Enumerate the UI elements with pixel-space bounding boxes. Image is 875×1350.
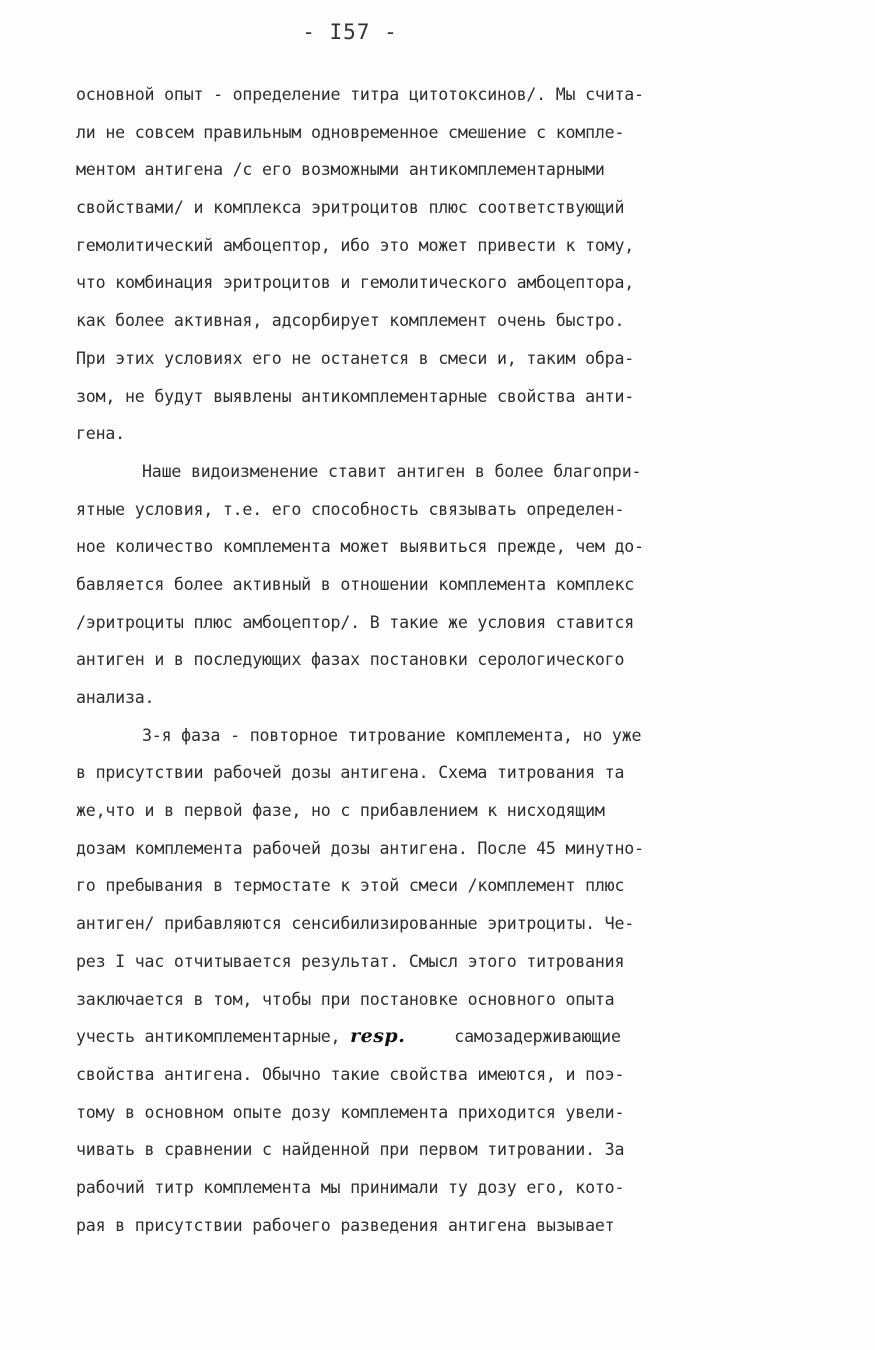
text-line: ли не совсем правильным одновременное смешение с компле- [76,122,625,142]
text-line: же,что и в первой фазе, но с прибавлением к нисходящим [76,801,605,821]
page-number: - I57 - [302,20,398,44]
text-line: тому в основном опыте дозу комплемента приходится увели- [76,1102,625,1122]
text-line-with-handwriting [76,1018,836,1056]
text-line: 3-я фаза - повторное титрование комплемента, но уже [142,725,642,745]
text-line: в присутствии рабочей дозы антигена. Схема титрования та [76,763,625,783]
text-line: анализа. [76,688,155,707]
body-text [76,76,836,1244]
text-line: дозам комплемента рабочей дозы антигена. После 45 минутно- [76,838,644,858]
text-line: ное количество комплемента может выявиться прежде, чем до- [76,537,644,557]
text-line: ятные условия, т.е. его способность связывать определен- [76,499,625,519]
handwritten-insert: resp. [350,1025,406,1048]
text-line: антиген/ прибавляются сенсибилизированные эритроциты. Че- [76,914,635,934]
text-line: антиген и в последующих фазах постановки серологического [76,650,625,670]
text-line: чивать в сравнении с найденной при первом титровании. За [76,1140,625,1160]
text-line: рез I час отчитывается результат. Смысл этого титрования [76,951,625,971]
text-line: Наше видоизменение ставит антиген в более благопри- [142,461,642,481]
text-line: го пребывания в термостате к этой смеси /комплемент плюс [76,876,625,896]
text-line: рабочий титр комплемента мы принимали ту дозу его, кото- [76,1177,625,1197]
text-line: /эритроциты плюс амбоцептор/. В такие же условия ставится [76,612,635,632]
text-line: заключается в том, чтобы при постановке основного опыта [76,989,615,1009]
text-line: свойствами/ и комплекса эритроцитов плюс соответствующий [76,198,625,218]
text-segment: самозадерживающие [454,1027,621,1047]
text-line: бавляется более активный в отношении комплемента комплекс [76,574,635,594]
text-line: свойства антигена. Обычно такие свойства имеются, и поэ- [76,1064,625,1084]
text-line: рая в присутствии рабочего разведения антигена вызывает [76,1215,615,1235]
text-line: как более активная, адсорбирует комплемент очень быстро. [76,311,625,331]
text-segment: учесть антикомплементарные, [76,1027,341,1047]
text-line: гена. [76,424,125,444]
text-line: При этих условиях его не останется в смеси и, таким обра- [76,348,635,368]
text-line: зом, не будут выявлены антикомплементарные свойства анти- [76,386,635,406]
text-line: гемолитический амбоцептор, ибо это может привести к тому, [76,235,635,255]
text-line: основной опыт - определение титра цитотоксинов/. Мы счита- [76,85,644,104]
text-line: ментом антигена /с его возможными антикомплементарными [76,160,605,180]
text-line: что комбинация эритроцитов и гемолитического амбоцептора, [76,273,635,293]
